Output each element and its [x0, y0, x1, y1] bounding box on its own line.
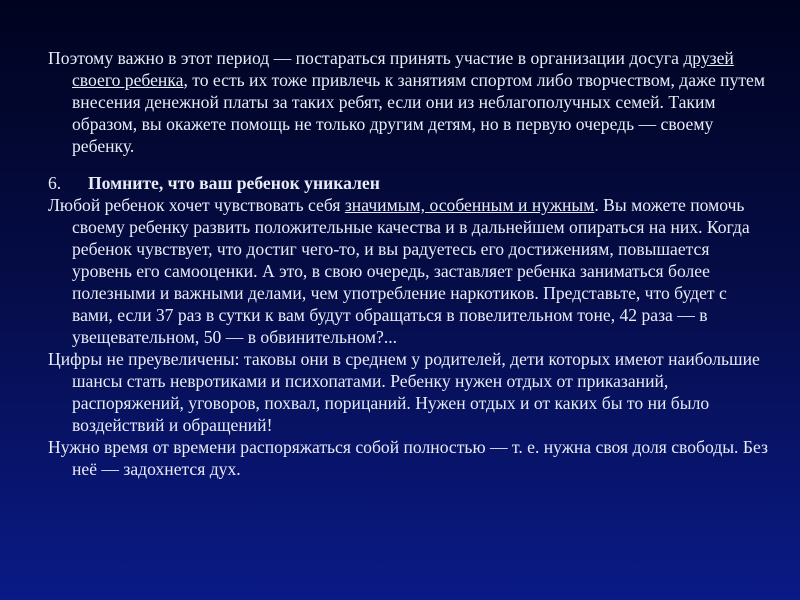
paragraph-text: Любой ребенок хочет чувствовать себя	[48, 195, 345, 215]
paragraph-friends-leisure	[48, 47, 770, 157]
paragraph-text: , то есть их тоже привлечь к занятиям спортом либо творчеством, даже путем внесения денежной платы за таких ребят, если они из неблагополучных семей. Таким образом, вы окажете помощь не только другим детям, но в первую очередь — своему ребенку.	[72, 70, 765, 156]
section-heading	[48, 172, 770, 194]
underlined-phrase-friends: друзей своего ребенка	[72, 48, 734, 90]
heading-number: 6.	[48, 173, 62, 193]
slide-content	[48, 47, 770, 480]
heading-text: Помните, что ваш ребенок уникален	[88, 173, 380, 193]
underlined-phrase-significant: значимым, особенным и нужным	[344, 195, 595, 215]
paragraph-text: Поэтому важно в этот период — постараться принять участие в организации досуга	[48, 48, 684, 68]
paragraph-unique-child	[48, 194, 770, 348]
paragraph-freedom: Нужно время от времени распоряжаться собой полностью — т. е. нужна своя доля свободы. Без неё — задохнется дух.	[48, 437, 768, 479]
paragraph-text: . Вы можете помочь своему ребенку развить положительные качества и в дальнейшем опираться на них. Когда ребенок чувствует, что достиг чего-то, и вы радуетесь его достижениям, повышается уровень его самооценки. А это, в свою очередь, заставляет ребенка заниматься более полезными и важными делами, чем употребление наркотиков. Представьте, что будет с вами, если 37 раз в сутки к вам будут обращаться в повелительном тоне, 42 раза — в увещевательном, 50 — в обвинительном?...	[72, 195, 750, 347]
paragraph-numbers: Цифры не преувеличены: таковы они в среднем у родителей, дети которых имеют наибольшие шансы стать невротиками и психопатами. Ребенку нужен отдых от приказаний, распоряжений, уговоров, похвал, порицаний. Нужен отдых и от каких бы то ни было воздействий и обращений!	[48, 349, 760, 435]
